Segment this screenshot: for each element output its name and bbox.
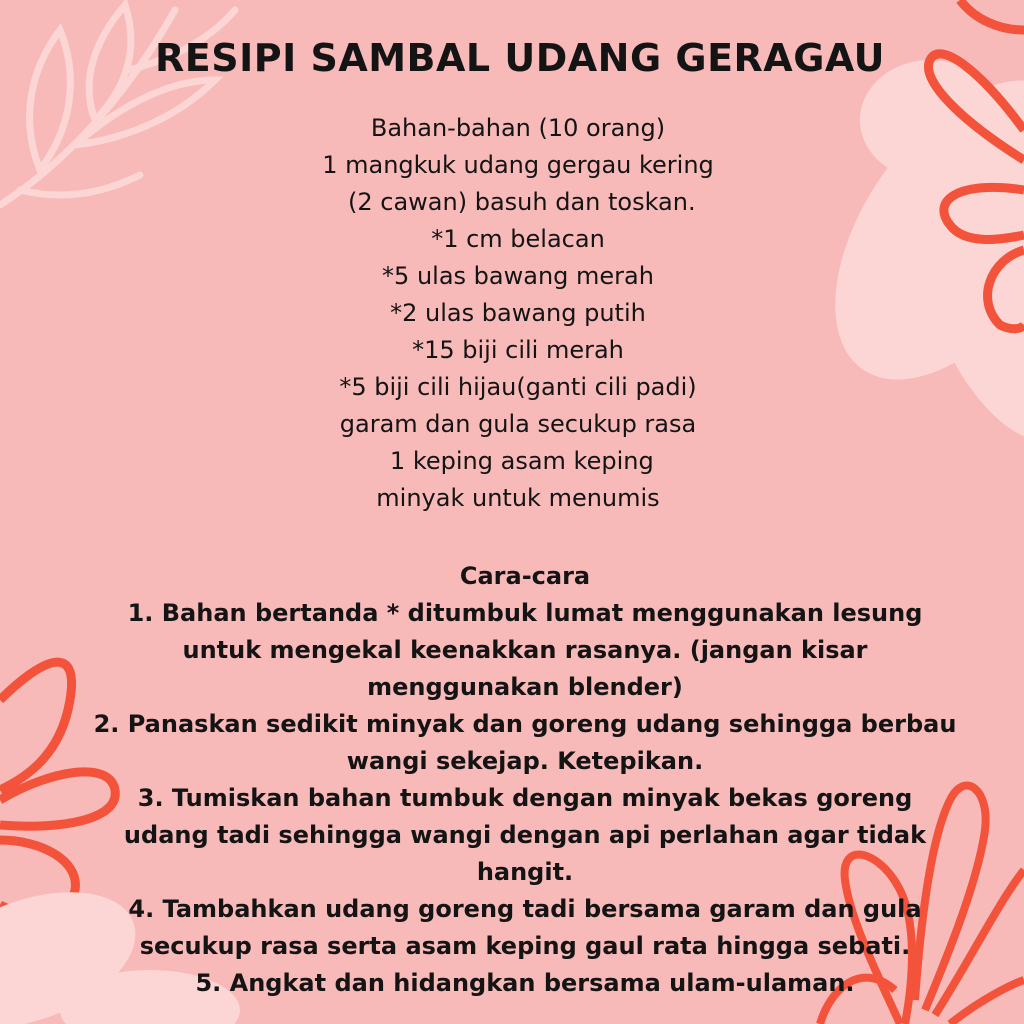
ingredients-heading: Bahan-bahan (10 orang)	[370, 114, 666, 142]
method-heading: Cara-cara	[459, 562, 591, 590]
method-line: secukup rasa serta asam keping gaul rata hingga sebati.	[139, 932, 911, 960]
method-line: wangi sekejap. Ketepikan.	[346, 747, 704, 775]
ingredient-line: 1 mangkuk udang gergau kering	[322, 151, 714, 179]
ingredient-line: garam dan gula secukup rasa	[339, 410, 697, 438]
ingredient-line: 1 keping asam keping	[382, 447, 654, 475]
method-line: untuk mengekal keenakkan rasanya. (jangan kisar	[182, 636, 868, 664]
method-line: menggunakan blender)	[367, 673, 683, 701]
ingredient-line: *5 biji cili hijau(ganti cili padi)	[339, 373, 697, 401]
page-title: RESIPI SAMBAL UDANG GERAGAU	[155, 36, 885, 80]
ingredient-line: *5 ulas bawang merah	[382, 262, 654, 290]
ingredient-line: *15 biji cili merah	[412, 336, 624, 364]
method-line: 2. Panaskan sedikit minyak dan goreng udang sehingga berbau	[93, 710, 957, 738]
ingredient-line: (2 cawan) basuh dan toskan.	[340, 188, 696, 216]
method-line: 1. Bahan bertanda * ditumbuk lumat menggunakan lesung	[127, 599, 923, 627]
method-line: 5. Angkat dan hidangkan bersama ulam-ulaman.	[195, 969, 855, 997]
method-line: 4. Tambahkan udang goreng tadi bersama garam dan gula	[128, 895, 922, 923]
method-section	[20, 558, 1024, 1002]
method-line: 3. Tumiskan bahan tumbuk dengan minyak bekas goreng	[137, 784, 913, 812]
ingredient-line: *2 ulas bawang putih	[390, 299, 646, 327]
ingredient-line: minyak untuk menumis	[376, 484, 660, 512]
ingredient-line: *1 cm belacan	[431, 225, 605, 253]
ingredients-section	[218, 110, 818, 517]
method-line: hangit.	[476, 858, 574, 886]
method-line: udang tadi sehingga wangi dengan api perlahan agar tidak	[123, 821, 927, 849]
